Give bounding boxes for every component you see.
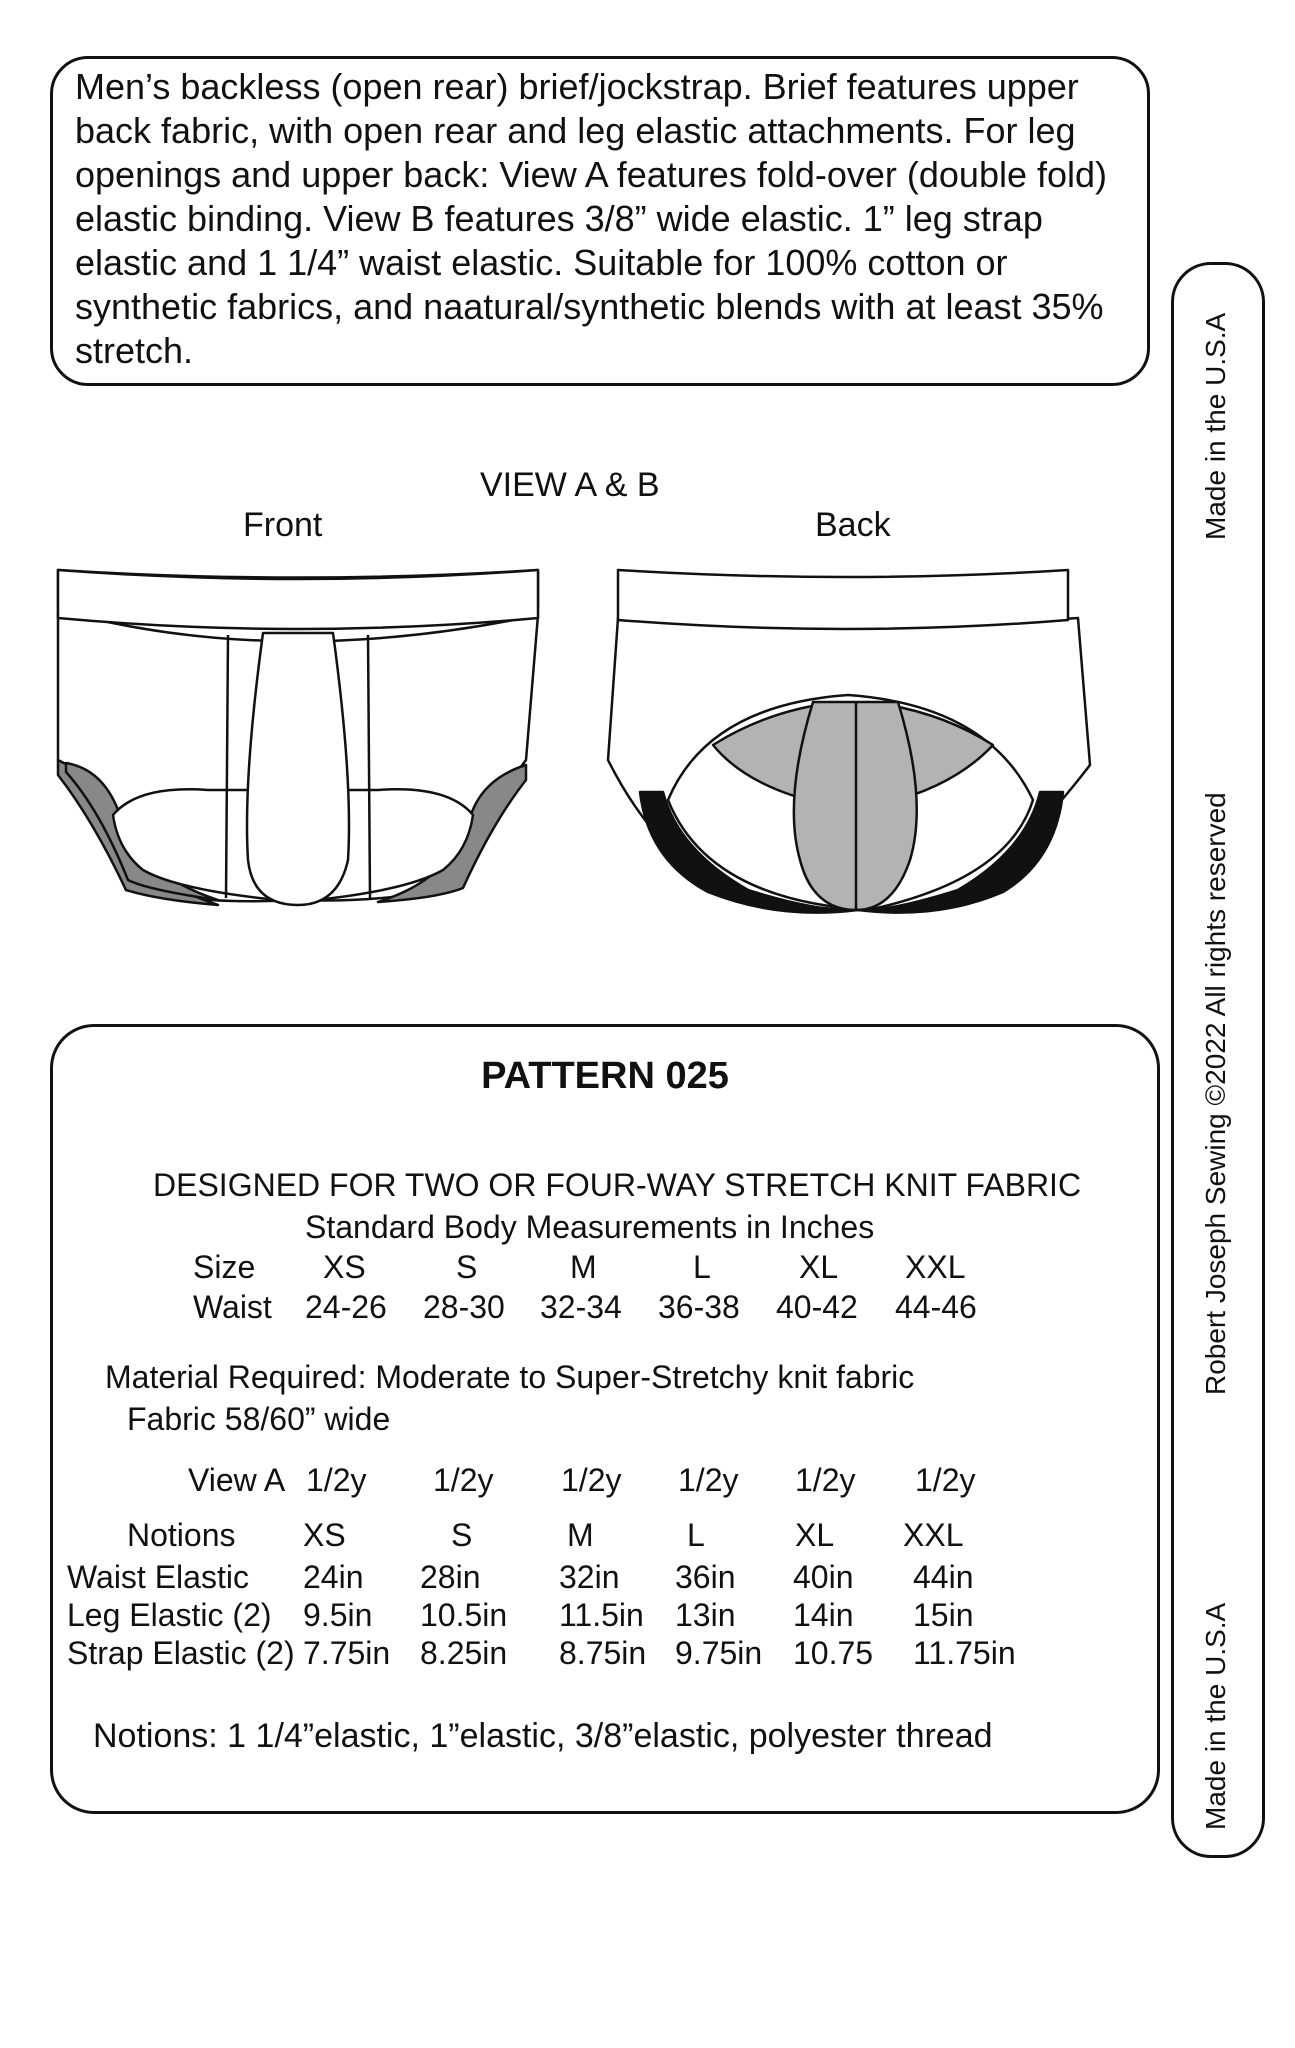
- copyright-text: Robert Joseph Sewing ©2022 All rights reserved: [1200, 792, 1231, 1395]
- size-s: S: [456, 1249, 478, 1285]
- leg-elastic-xs: 9.5in: [303, 1597, 373, 1633]
- size-l: L: [693, 1249, 711, 1285]
- leg-elastic-l: 13in: [675, 1597, 736, 1633]
- notions-summary: Notions: 1 1/4”elastic, 1”elastic, 3/8”elastic, polyester thread: [93, 1717, 993, 1755]
- notions-label: Notions: [127, 1517, 236, 1553]
- made-in-usa-top: Made in the U.S.A: [1200, 312, 1231, 540]
- strap-elastic-l: 9.75in: [675, 1635, 763, 1671]
- view-a-s: 1/2y: [433, 1462, 494, 1498]
- waist-xs: 24-26: [305, 1289, 387, 1325]
- material-required: Material Required: Moderate to Super-Stretchy knit fabric: [105, 1359, 915, 1395]
- waist-elastic-s: 28in: [420, 1559, 481, 1595]
- notions-m: M: [567, 1517, 594, 1553]
- strap-elastic-xs: 7.75in: [303, 1635, 391, 1671]
- waist-elastic-xs: 24in: [303, 1559, 364, 1595]
- waist-l: 36-38: [658, 1289, 740, 1325]
- size-label: Size: [193, 1249, 256, 1285]
- strap-elastic-s: 8.25in: [420, 1635, 508, 1671]
- waist-elastic-m: 32in: [559, 1559, 620, 1595]
- size-xs: XS: [323, 1249, 366, 1285]
- back-label: Back: [815, 506, 891, 544]
- waist-elastic-xl: 40in: [793, 1559, 854, 1595]
- size-xl: XL: [799, 1249, 839, 1285]
- garment-illustration: [48, 560, 1108, 920]
- waist-label: Waist: [193, 1289, 272, 1325]
- made-in-usa-bottom: Made in the U.S.A: [1200, 1602, 1231, 1830]
- view-label: VIEW A & B: [480, 466, 660, 504]
- strap-elastic-m: 8.75in: [559, 1635, 647, 1671]
- notions-xxl: XXL: [903, 1517, 964, 1553]
- leg-elastic-xl: 14in: [793, 1597, 854, 1633]
- view-a-xxl: 1/2y: [915, 1462, 976, 1498]
- pattern-title: PATTERN 025: [481, 1055, 729, 1097]
- waist-elastic-l: 36in: [675, 1559, 736, 1595]
- leg-elastic-m: 11.5in: [559, 1597, 644, 1633]
- view-a-xl: 1/2y: [795, 1462, 856, 1498]
- fabric-width: Fabric 58/60” wide: [127, 1401, 391, 1437]
- strap-elastic-xl: 10.75: [793, 1635, 874, 1671]
- notions-s: S: [451, 1517, 473, 1553]
- waist-s: 28-30: [423, 1289, 505, 1325]
- leg-elastic-label: Leg Elastic (2): [67, 1597, 272, 1633]
- notions-xl: XL: [795, 1517, 835, 1553]
- strap-elastic-label: Strap Elastic (2): [67, 1635, 295, 1671]
- waist-elastic-label: Waist Elastic: [67, 1559, 249, 1595]
- description-box: [50, 56, 1150, 386]
- designed-for-text: DESIGNED FOR TWO OR FOUR-WAY STRETCH KNIT FABRIC: [153, 1167, 1082, 1203]
- pattern-info-box: [50, 1024, 1160, 1814]
- measurements-heading: Standard Body Measurements in Inches: [305, 1209, 875, 1245]
- waist-xxl: 44-46: [895, 1289, 977, 1325]
- waist-m: 32-34: [540, 1289, 622, 1325]
- front-view-drawing: [58, 570, 538, 905]
- description-text: Men’s backless (open rear) brief/jockstrap. Brief features upper back fabric, with open rear and leg elastic attachments. For leg openings and upper back: View A features fold-over (double fold) elastic binding. View B features 3/8” wide elastic. 1” leg strap elastic and 1 1/4” waist elastic. Suitable for 100% cotton or synthetic fabrics, and naatural/synthetic blends with at least 35% stretch.: [75, 66, 1108, 371]
- view-a-l: 1/2y: [678, 1462, 739, 1498]
- view-a-xs: 1/2y: [306, 1462, 367, 1498]
- view-a-label: View A: [188, 1462, 286, 1498]
- back-view-drawing: [608, 570, 1090, 913]
- leg-elastic-s: 10.5in: [420, 1597, 508, 1633]
- strap-elastic-xxl: 11.75in: [913, 1635, 1016, 1671]
- waist-elastic-xxl: 44in: [913, 1559, 974, 1595]
- front-label: Front: [243, 506, 323, 544]
- notions-xs: XS: [303, 1517, 346, 1553]
- view-a-m: 1/2y: [561, 1462, 622, 1498]
- notions-l: L: [687, 1517, 705, 1553]
- size-xxl: XXL: [905, 1249, 966, 1285]
- size-m: M: [570, 1249, 597, 1285]
- waist-xl: 40-42: [776, 1289, 858, 1325]
- leg-elastic-xxl: 15in: [913, 1597, 974, 1633]
